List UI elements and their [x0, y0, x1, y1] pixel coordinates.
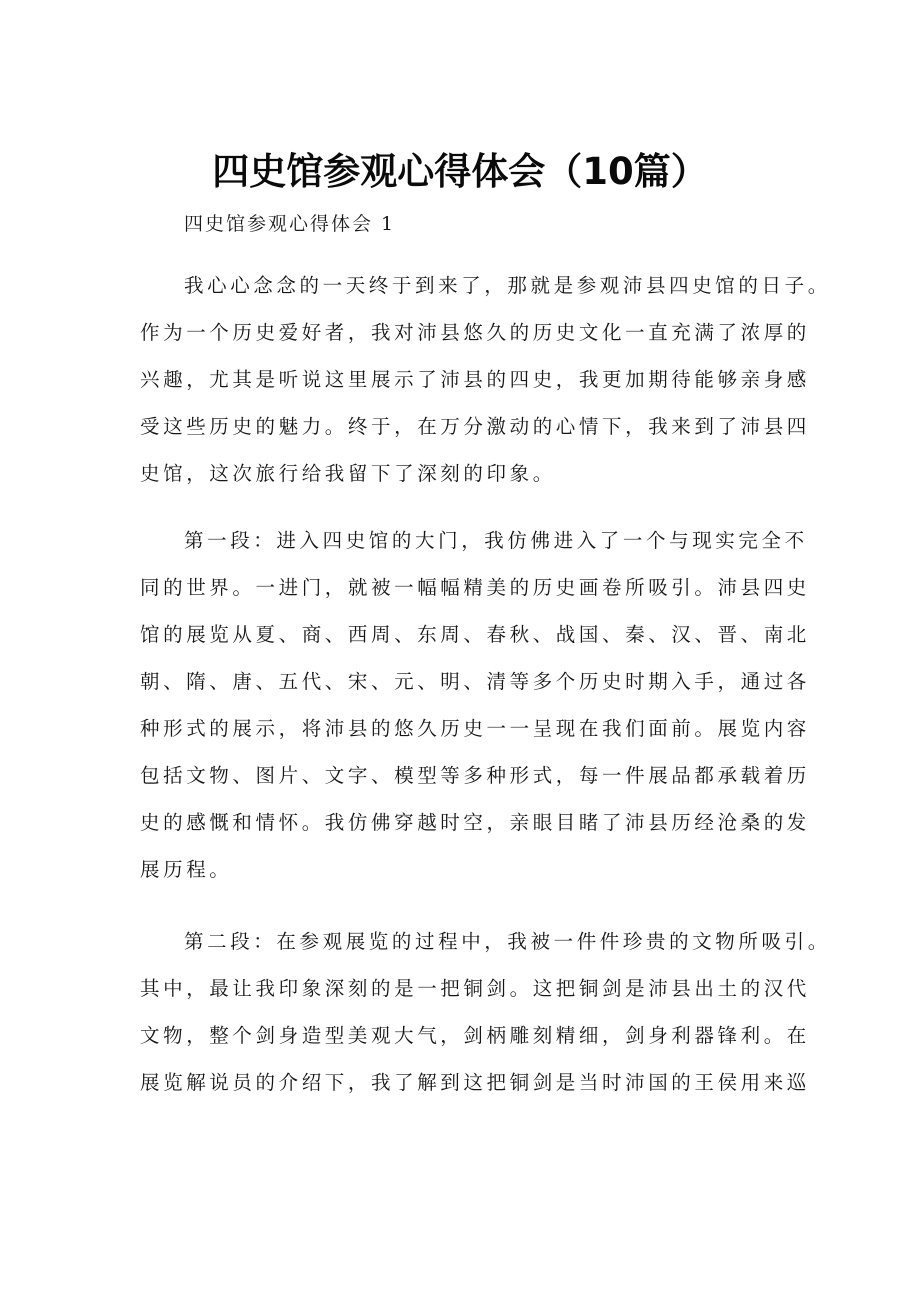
paragraph-line: 同的世界。一进门，就被一幅幅精美的历史画卷所吸引。沛县四史 — [140, 576, 810, 599]
paragraph-line: 文物，整个剑身造型美观大气，剑柄雕刻精细，剑身利器锋利。在 — [140, 1024, 810, 1047]
paragraph-line: 展览解说员的介绍下，我了解到这把铜剑是当时沛国的王侯用来巡 — [140, 1071, 810, 1094]
paragraph-line: 其中，最让我印象深刻的是一把铜剑。这把铜剑是沛县出土的汉代 — [140, 977, 810, 1000]
paragraph-line: 种形式的展示，将沛县的悠久历史一一呈现在我们面前。展览内容 — [140, 717, 810, 740]
paragraph-line: 史馆，这次旅行给我留下了深刻的印象。 — [140, 462, 556, 485]
paragraph-line: 包括文物、图片、文字、模型等多种形式，每一件展品都承载着历 — [140, 764, 810, 787]
paragraph-line: 第二段：在参观展览的过程中，我被一件件珍贵的文物所吸引。 — [184, 930, 831, 953]
section-heading: 四史馆参观心得体会 1 — [184, 213, 396, 235]
paragraph-line: 第一段：进入四史馆的大门，我仿佛进入了一个与现实完全不 — [184, 529, 808, 552]
paragraph-line: 兴趣，尤其是听说这里展示了沛县的四史，我更加期待能够亲身感 — [140, 368, 810, 391]
paragraph-line: 我心心念念的一天终于到来了，那就是参观沛县四史馆的日子。 — [184, 274, 831, 297]
paragraph-line: 馆的展览从夏、商、西周、东周、春秋、战国、秦、汉、晋、南北 — [140, 623, 810, 646]
paragraph-line: 史的感慨和情怀。我仿佛穿越时空，亲眼目睹了沛县历经沧桑的发 — [140, 811, 810, 834]
paragraph-line: 作为一个历史爱好者，我对沛县悠久的历史文化一直充满了浓厚的 — [140, 321, 810, 344]
paragraph-line: 受这些历史的魅力。终于，在万分激动的心情下，我来到了沛县四 — [140, 415, 810, 438]
paragraph-line: 展历程。 — [140, 858, 233, 881]
document-title: 四史馆参观心得体会（10篇） — [212, 150, 708, 193]
paragraph-line: 朝、隋、唐、五代、宋、元、明、清等多个历史时期入手，通过各 — [140, 670, 810, 693]
